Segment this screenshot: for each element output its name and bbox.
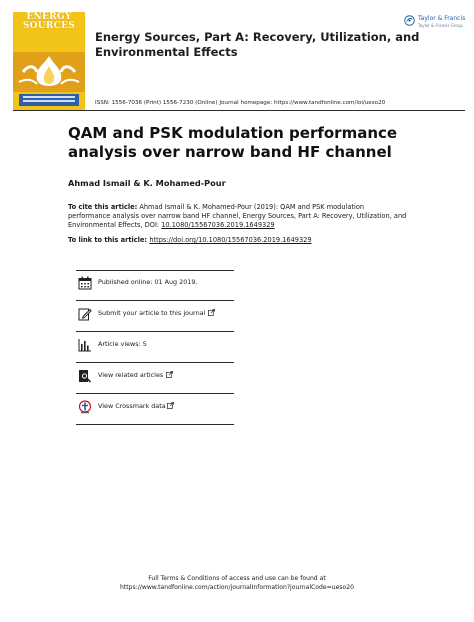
tf-globe-icon	[404, 15, 415, 26]
header-divider	[13, 110, 465, 111]
link-label: To link to this article:	[68, 236, 150, 244]
journal-cover	[13, 12, 85, 110]
published-label: Published online: 01 Aug 2019.	[98, 278, 198, 286]
action-submit-article[interactable]	[76, 301, 234, 332]
publisher-name: Taylor & Francis	[418, 15, 466, 22]
external-link-icon	[166, 371, 173, 378]
related-articles-label: View related articles	[98, 371, 164, 379]
action-article-views	[76, 332, 234, 363]
footer-terms	[60, 574, 414, 592]
search-doc-icon	[78, 369, 92, 383]
article-actions	[76, 270, 234, 425]
article-authors: Ahmad Ismail & K. Mohamed-Pour	[68, 178, 226, 188]
article-views-label: Article views: 5	[98, 340, 147, 348]
submit-article-link[interactable]	[98, 309, 215, 317]
calendar-icon	[78, 276, 92, 290]
cover-title	[15, 13, 83, 31]
journal-issn-homepage[interactable]: ISSN: 1556-7036 (Print) 1556-7230 (Online) Journal homepage: https://www.tandfonline.com/loi/ueso20	[95, 100, 386, 106]
cover-flame-artwork	[13, 52, 85, 92]
related-articles-link[interactable]	[98, 371, 173, 379]
action-published	[76, 270, 234, 301]
footer-terms-link[interactable]: https://www.tandfonline.com/action/journalInformation?journalCode=ueso20	[120, 584, 354, 591]
article-title: QAM and PSK modulation performance analysis over narrow band HF channel	[68, 124, 398, 161]
citation-text: Ahmad Ismail & K. Mohamed-Pour (2019): QAM and PSK modulation performance analysis over narrow band HF channel, Energy Sources, Part A: Recovery, Utilization, and Environmental Effects, DOI:	[68, 203, 407, 229]
cover-title-line1: ENERGY	[26, 12, 72, 22]
cover-issue-box	[19, 94, 79, 106]
article-doi-link[interactable]: https://doi.org/10.1080/15567036.2019.1649329	[149, 236, 312, 244]
crossmark-label: View Crossmark data	[98, 402, 166, 410]
external-link-icon	[167, 402, 174, 409]
publisher-group: Taylor & Francis Group	[418, 23, 463, 28]
external-link-icon	[208, 309, 215, 316]
action-crossmark[interactable]	[76, 394, 234, 425]
article-link-block	[68, 236, 448, 244]
bar-chart-icon	[78, 338, 92, 352]
citation-doi-link[interactable]: 10.1080/15567036.2019.1649329	[161, 221, 275, 229]
journal-title: Energy Sources, Part A: Recovery, Utilization, and Environmental Effects	[95, 30, 420, 59]
crossmark-link[interactable]	[98, 402, 174, 410]
cover-title-line2: SOURCES	[22, 21, 76, 31]
crossmark-icon	[78, 400, 92, 414]
citation-label: To cite this article:	[68, 203, 138, 211]
action-related-articles[interactable]	[76, 363, 234, 394]
footer-line1: Full Terms & Conditions of access and use can be found at	[148, 575, 326, 582]
submit-article-label: Submit your article to this journal	[98, 309, 206, 317]
citation-block	[68, 203, 408, 230]
edit-icon	[78, 307, 92, 321]
